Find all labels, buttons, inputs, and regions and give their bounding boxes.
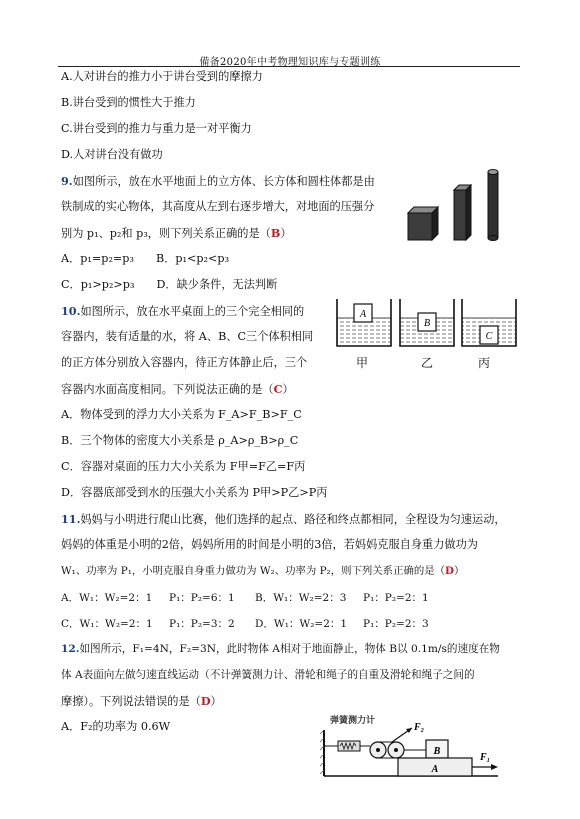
q9-line-3: 别为 p₁、p₂和 p₃，则下列关系正确的是（B）: [61, 226, 292, 240]
container-bing: [462, 299, 516, 346]
q8-option-d: D.人对讲台没有做功: [61, 148, 163, 161]
q8-option-c: C.讲台受到的推力与重力是一对平衡力: [61, 122, 252, 135]
spring-scale-title: 弹簧测力计: [330, 716, 376, 726]
q11-line-3: W₁、功率为 P₁，小明克服自身重力做功为 W₂、功率为 P₂，则下列关系正确的是（D）: [61, 565, 465, 577]
cube-b-label: B: [423, 318, 431, 329]
q9-line-1: 9.如图所示，放在水平地面上的立方体、长方体和圆柱体都是由: [61, 174, 375, 188]
q9-number: 9.: [61, 174, 73, 188]
q9-solids-figure: [404, 168, 504, 244]
q11-options-row-1: A．W₁：W₂=2：1 P₁：P₂=6：1 B．W₁：W₂=2：3 P₁：P₂=2：1: [61, 592, 429, 604]
q10-containers-figure: [334, 296, 518, 350]
q10-option-c: C．容器对桌面的压力大小关系为 F甲=F乙=F丙: [61, 460, 306, 473]
q10-option-a: A．物体受到的浮力大小关系为 F_A>F_B>F_C: [61, 408, 302, 421]
cube-c-label: C: [485, 331, 493, 342]
page-header: 備备2020年中考物理知识库与专题训练: [199, 57, 381, 68]
q12-pulley-figure: [320, 712, 502, 778]
q10-line-1: 10.如图所示，放在水平桌面上的三个完全相同的: [61, 304, 305, 318]
container-yi: [400, 299, 454, 346]
q12-number: 12.: [61, 643, 80, 655]
f2-label: F₂: [414, 722, 425, 733]
q12-option-a: A．F₂的功率为 0.6W: [61, 720, 171, 733]
q10-option-d: D．容器底部受到水的压强大小关系为 P甲>P乙>P丙: [61, 486, 328, 499]
pulley: [370, 742, 404, 758]
container-label-yi: 乙: [421, 356, 434, 370]
q10-line-3: 的正方体分别放入容器内，待正方体静止后，三个: [61, 356, 308, 369]
cube-solid: [408, 207, 438, 240]
f1-label: F₁: [480, 752, 491, 763]
q8-option-a: A.人对讲台的推力小于讲台受到的摩擦力: [61, 70, 263, 83]
container-label-bing: 丙: [478, 356, 491, 370]
q9-options-row-1: A．p₁=p₂=p₃ B．p₁<p₂<p₃: [61, 252, 230, 265]
q12-line-2: 体 A表面向左做匀速直线运动（不计弹簧测力计、滑轮和绳子的自重及滑轮和绳子之间的: [61, 669, 475, 681]
container-label-jia: 甲: [356, 356, 369, 370]
q10-answer: C: [273, 382, 283, 396]
q9-line-2: 铁制成的实心物体，其高度从左到右逐步增大，对地面的压强分: [61, 200, 375, 213]
q11-options-row-2: C．W₁：W₂=2：1 P₁：P₂=3：2 D．W₁：W₂=2：1 P₁：P₂=2：3: [61, 618, 429, 630]
header-rule: [58, 66, 520, 67]
q12-answer: D: [200, 694, 211, 708]
q11-line-2: 妈妈的体重是小明的2倍，妈妈所用的时间是小明的3倍，若妈妈克服自身重力做功为: [61, 538, 478, 551]
q10-line-2: 容器内，装有适量的水，将 A、B、C三个体积相同: [61, 330, 314, 343]
q10-option-b: B．三个物体的密度大小关系是 ρ_A>ρ_B>ρ_C: [61, 434, 299, 447]
q11-answer: D: [445, 565, 455, 577]
block-a-label: A: [431, 764, 439, 775]
q9-options-row-2: C．p₁>p₂>p₃ D．缺少条件，无法判断: [61, 278, 278, 291]
container-jia: [337, 299, 391, 346]
q8-option-b: B.讲台受到的惯性大于推力: [61, 96, 196, 109]
q10-line-4: 容器内水面高度相同。下列说法正确的是（C）: [61, 382, 294, 396]
q11-number: 11.: [61, 512, 81, 526]
cuboid-solid: [454, 185, 471, 240]
q11-line-1: 11.妈妈与小明进行爬山比赛，他们选择的起点、路径和终点都相同，全程设为匀速运动，: [61, 512, 506, 526]
q12-line-3: 摩擦）。下列说法错误的是（D）: [61, 694, 222, 708]
spring-scale: [324, 741, 370, 751]
cube-a-label: A: [359, 309, 367, 320]
q9-answer: B: [270, 226, 281, 240]
cylinder-solid: [488, 170, 498, 241]
q10-number: 10.: [61, 304, 81, 318]
q12-line-1: 12.如图所示，F₁=4N，F₂=3N，此时物体 A相对于地面静止，物体 B以 0.1m/s的速度在物: [61, 643, 500, 655]
block-b-label: B: [433, 746, 441, 757]
